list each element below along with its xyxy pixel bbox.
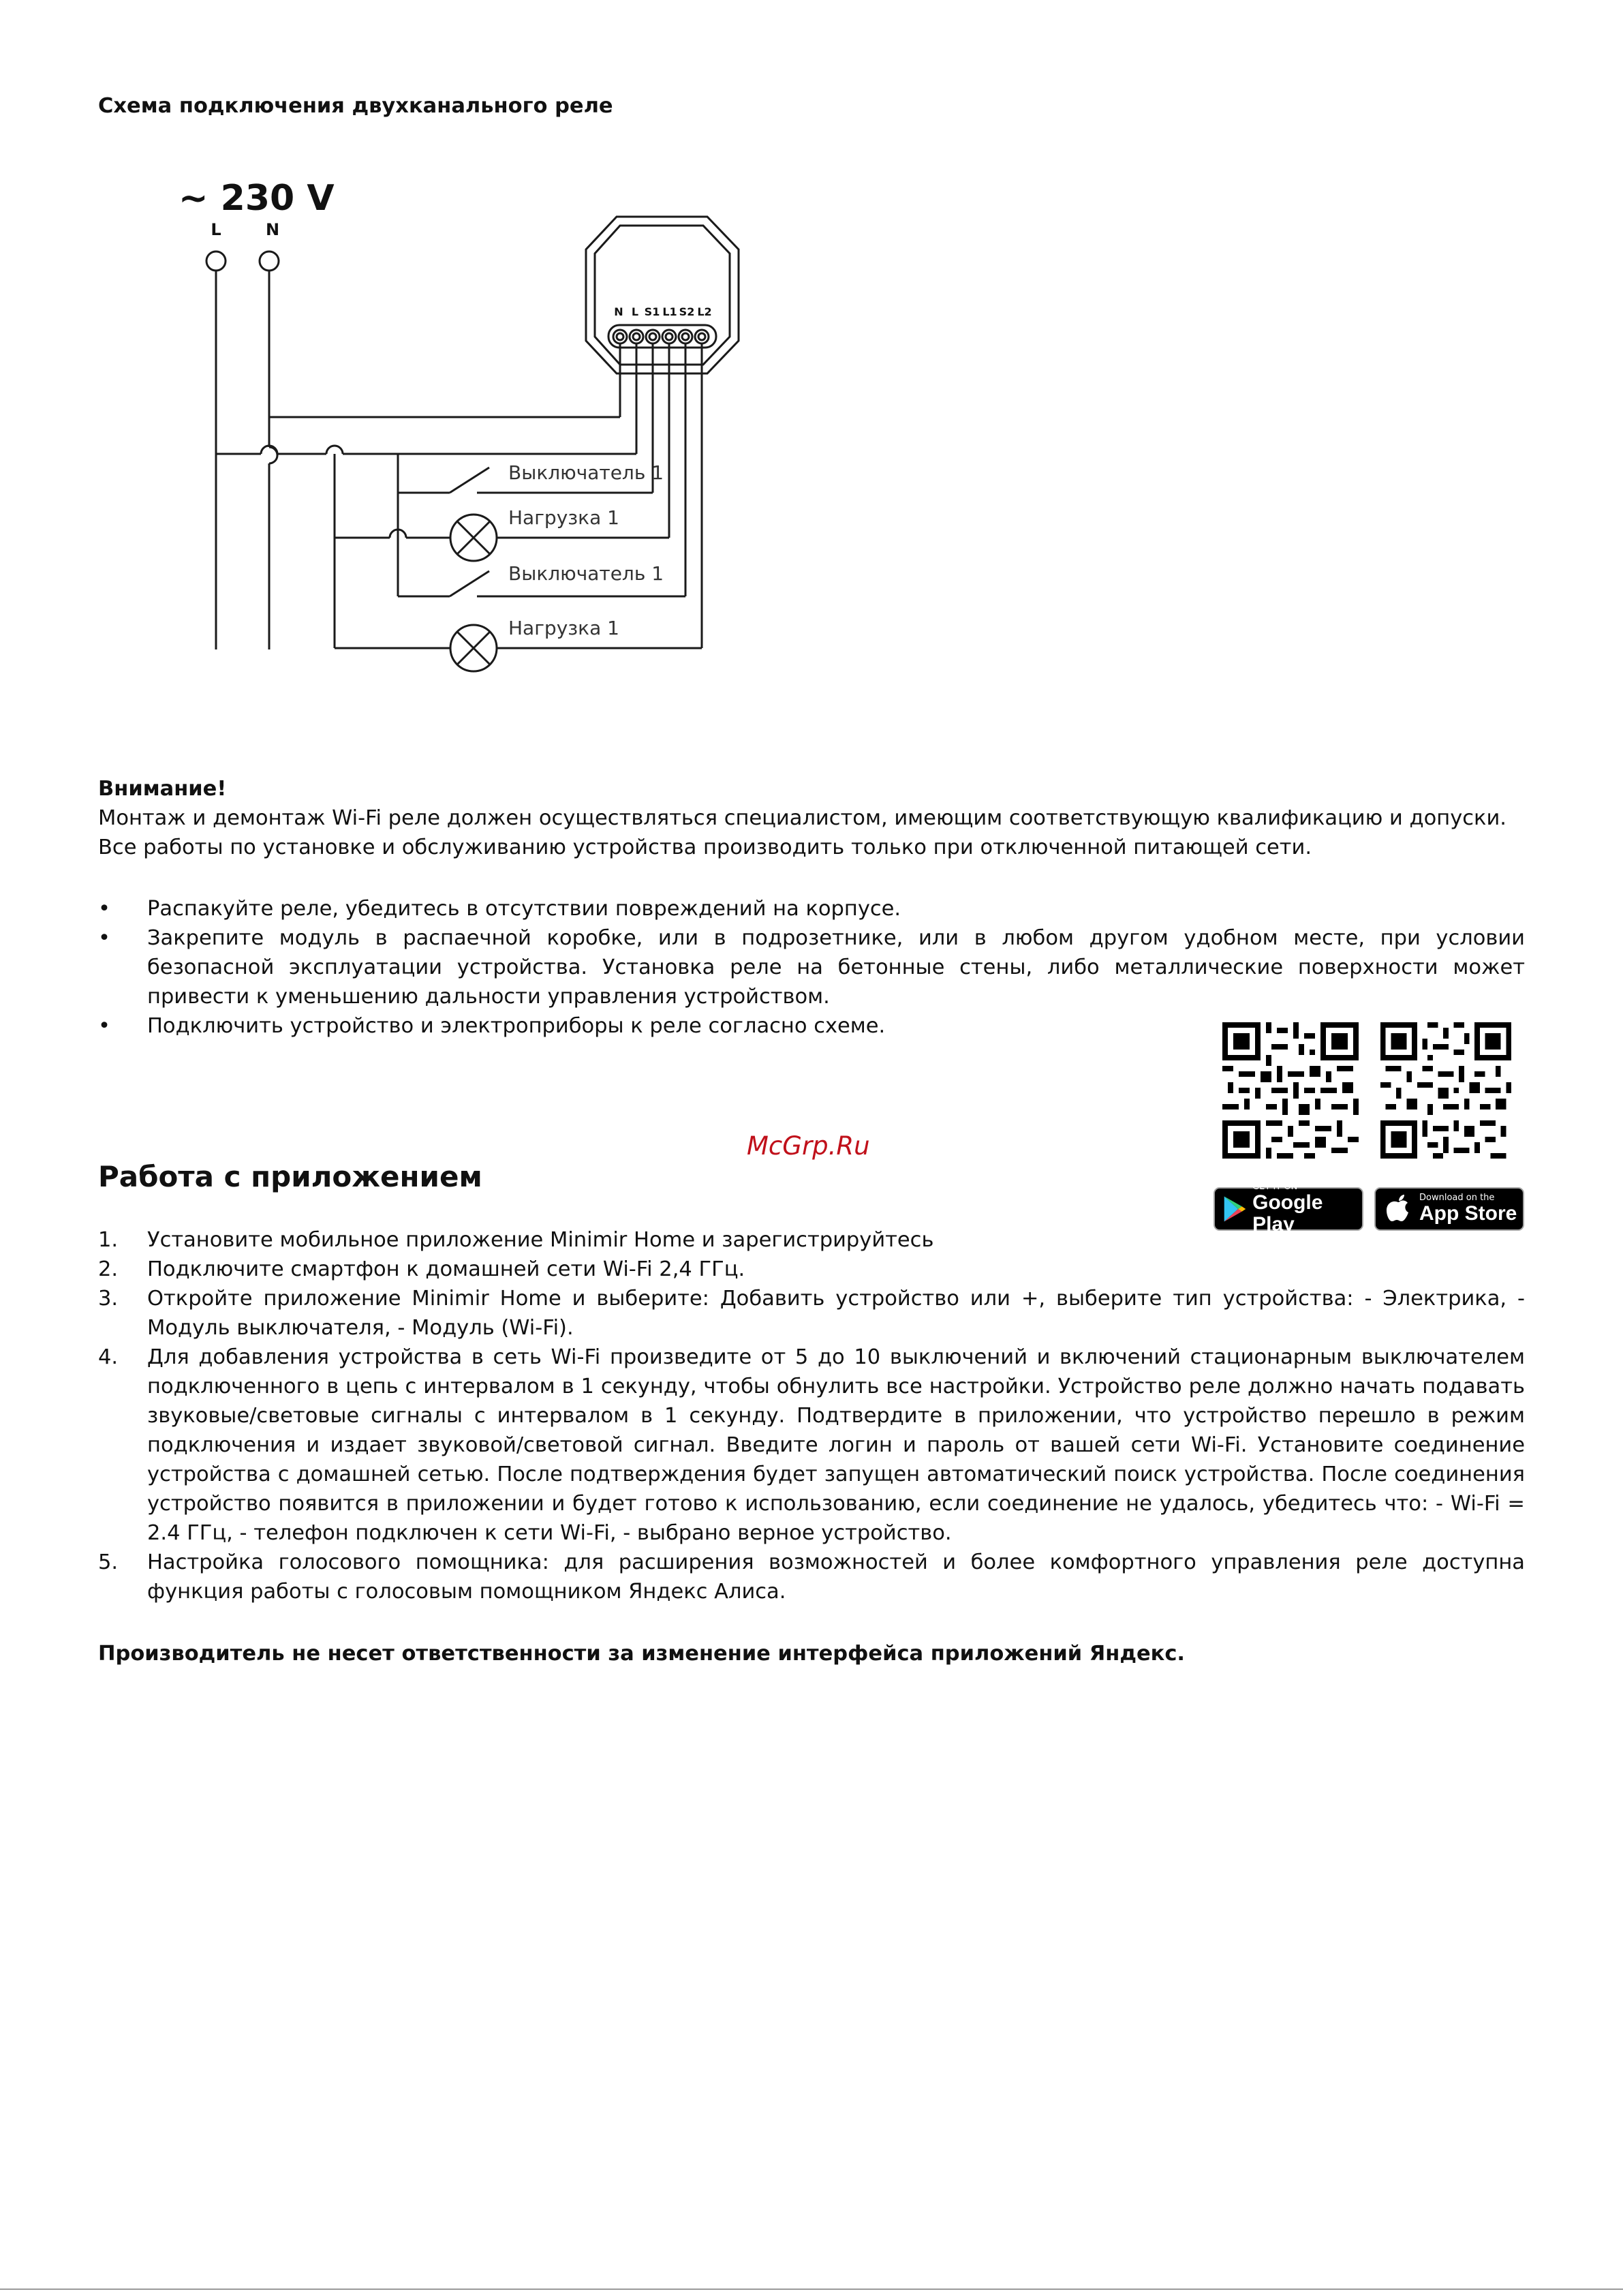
attention-text-1: Монтаж и демонтаж Wi-Fi реле должен осуществляться специалистом, имеющим соответствующую квалификацию и допуски. [98, 806, 1506, 830]
switch-icon [450, 468, 489, 493]
list-item: 5. Настройка голосового помощника: для расширения возможностей и более комфортного управления реле доступна функция работы с голосовым помощником Яндекс Алиса. [98, 1550, 1525, 1604]
terminal-block [613, 330, 709, 343]
load-2-label: Нагрузка 1 [508, 617, 619, 639]
bullet-marker: • [98, 926, 110, 950]
google-play-badge[interactable] [1214, 1182, 1363, 1236]
qr-code-icon [1380, 1022, 1511, 1159]
terminal-label-s2: S2 [679, 305, 695, 318]
load-1-label: Нагрузка 1 [508, 506, 619, 529]
app-store-small-text: Download on the [1419, 1193, 1495, 1203]
google-play-small-text: GET IT ON [1252, 1182, 1298, 1192]
voltage-label: ~ 230 V [179, 178, 335, 219]
watermark: McGrp.Ru [747, 1131, 870, 1161]
disclaimer: Производитель не несет ответственности за изменение интерфейса приложений Яндекс. [98, 1642, 1186, 1666]
neutral-label: N [265, 220, 280, 239]
app-store-badge[interactable] [1374, 1187, 1524, 1231]
list-item: 4. Для добавления устройства в сеть Wi-Fi произведите от 5 до 10 выключений и включений стационарным выключателем подключенного в цепь с интервалом в 1 секунду, чтобы обнулить все настройки. Устройство реле должно начать подавать звуковые/световые сигналы с интервалом в 1 секунду. Подтвердите в приложении, что устройство перешло в режим подключения и издает звуковой/световой сигнал. Введите логин и пароль от вашей сети Wi-Fi. Установите соединение устройства с домашней сетью. После подтверждения будет запущен автоматический поиск устройства. После соединения устройство появится в приложении и будет готово к использованию, если соединение не удалось, убедитесь что: - Wi-Fi = 2.4 ГГц, - телефон подключен к сети Wi-Fi, - выбрано верное устройство. [98, 1345, 1525, 1545]
terminal-label-n: N [614, 305, 623, 318]
attention-text-2: Все работы по установке и обслуживанию устройства производить только при отключенной питающей сети. [98, 836, 1312, 859]
attention-block [98, 774, 1525, 862]
diagram-title: Схема подключения двухканального реле [98, 94, 613, 118]
terminal-label-l: L [631, 305, 639, 318]
apple-icon [1387, 1194, 1411, 1224]
bullet-marker: • [98, 897, 110, 921]
terminal-label-s1: S1 [644, 305, 660, 318]
list-item: 3. Откройте приложение Minimir Home и выберите: Добавить устройство или +, выберите тип устройства: - Электрика, - Модуль выключателя, - Модуль (Wi-Fi). [98, 1287, 1525, 1340]
terminal-label-l2: L2 [697, 305, 712, 318]
wiring-diagram [157, 170, 770, 688]
list-item: • Закрепите модуль в распаечной коробке, или в подрозетнике, или в любом другом удобном месте, при условии безопасной эксплуатации устройства. Установка реле на бетонные стены, либо металлические поверхности может привести к уменьшению дальности управления устройством. [98, 923, 1525, 1011]
terminal-label-l1: L1 [662, 305, 677, 318]
app-steps [98, 1225, 1525, 1606]
list-item: 1. Установите мобильное приложение Minimir Home и зарегистрируйтесь [98, 1228, 934, 1252]
app-store-big-text: App Store [1419, 1202, 1517, 1225]
switch-1-label: Выключатель 1 [508, 461, 664, 484]
google-play-big-text: Google Play [1252, 1191, 1323, 1236]
install-bullets [98, 894, 1525, 1041]
attention-title: Внимание! [98, 777, 227, 801]
list-item: • Подключить устройство и электроприборы к реле согласно схеме. [98, 1011, 1525, 1041]
phase-label: L [211, 220, 221, 239]
bullet-marker: • [98, 1014, 110, 1038]
switch-2-label: Выключатель 1 [508, 562, 664, 585]
list-item: 2. Подключите смартфон к домашней сети Wi-Fi 2,4 ГГц. [98, 1257, 745, 1281]
page-bottom-border [0, 2289, 1623, 2290]
list-item: • Распакуйте реле, убедитесь в отсутствии повреждений на корпусе. [98, 894, 1525, 923]
qr-code-icon [1222, 1022, 1359, 1159]
app-section-title: Работа с приложением [98, 1160, 482, 1193]
google-play-icon [1222, 1194, 1247, 1224]
